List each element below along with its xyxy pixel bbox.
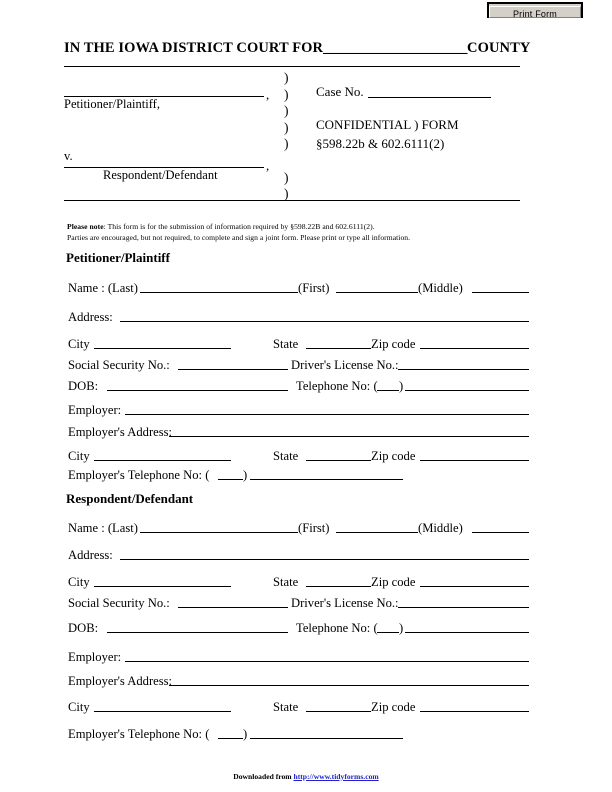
respondent-dl-label: Driver's License No.: [291,596,399,610]
petitioner-state-input[interactable] [306,337,371,349]
respondent-dob-label: DOB: [68,621,99,635]
petitioner-employer-input[interactable] [125,403,529,415]
petitioner-city-label: City [68,337,90,351]
print-form-button[interactable]: Print Form [489,6,581,18]
confidential-form-label: CONFIDENTIAL ) FORM [316,117,459,132]
section-heading-respondent: Respondent/Defendant [66,491,194,506]
petitioner-zip-label: Zip code [371,337,416,351]
caption-paren-column [284,70,298,203]
respondent-employer-state-input[interactable] [306,700,371,712]
respondent-employer-label: Employer: [68,650,122,664]
note-bold-lead: Please note [67,222,104,231]
respondent-zip-label: Zip code [371,575,416,589]
petitioner-employer-phone-close-paren: ) [243,468,248,482]
petitioner-dl-input[interactable] [398,358,529,370]
title-prefix: IN THE IOWA DISTRICT COURT FOR [64,40,324,56]
petitioner-dob-input[interactable] [107,379,288,391]
petitioner-telephone-label: Telephone No: ( [296,379,378,393]
paren-spacer [284,153,298,170]
respondent-city-input[interactable] [94,575,231,587]
petitioner-city-input[interactable] [94,337,231,349]
petitioner-employer-label: Employer: [68,403,122,417]
petitioner-name-last-input[interactable] [140,281,298,293]
title-suffix: COUNTY [467,40,531,56]
respondent-telephone-input[interactable] [405,621,529,633]
case-number-label: Case No. [316,84,364,99]
caption-top-rule [64,66,520,67]
petitioner-ssn-label: Social Security No.: [68,358,170,372]
petitioner-name-last-label: Name : (Last) [68,281,138,295]
print-form-button-bezel [487,2,583,18]
case-number-input-line[interactable] [368,97,491,98]
respondent-zip-input[interactable] [420,575,529,587]
footer-attribution [0,772,612,782]
petitioner-employer-address-input[interactable] [169,425,529,437]
petitioner-zip-input[interactable] [420,337,529,349]
respondent-employer-zip-input[interactable] [420,700,529,712]
respondent-city-label: City [68,575,90,589]
respondent-employer-input[interactable] [125,650,529,662]
respondent-employer-address-label: Employer's Address: [68,674,173,688]
statute-reference-label: §598.22b & 602.6111(2) [316,136,445,151]
respondent-ssn-input[interactable] [178,596,288,608]
respondent-employer-state-label: State [273,700,299,714]
petitioner-employer-state-input[interactable] [306,449,371,461]
respondent-employer-zip-label: Zip code [371,700,416,714]
petitioner-address-label: Address: [68,310,113,324]
respondent-employer-phone-label: Employer's Telephone No: ( [68,727,210,741]
petitioner-telephone-close-paren: ) [399,379,404,393]
respondent-name-middle-input[interactable] [472,521,529,533]
respondent-name-first-label: (First) [298,521,330,535]
petitioner-name-first-input[interactable] [336,281,418,293]
petitioner-employer-phone-label: Employer's Telephone No: ( [68,468,210,482]
respondent-address-input[interactable] [120,548,529,560]
respondent-telephone-label: Telephone No: ( [296,621,378,635]
respondent-telephone-area-input[interactable] [377,621,399,633]
respondent-employer-phone-close-paren: ) [243,727,248,741]
versus-label: v. [64,149,73,163]
respondent-employer-phone-area-input[interactable] [218,727,243,739]
page-title [64,40,531,57]
respondent-dl-input[interactable] [398,596,529,608]
petitioner-employer-city-label: City [68,449,90,463]
petitioner-employer-address-label: Employer's Address: [68,425,173,439]
section-heading-petitioner: Petitioner/Plaintiff [66,250,170,265]
petitioner-employer-city-input[interactable] [94,449,231,461]
respondent-employer-city-label: City [68,700,90,714]
respondent-name-first-input[interactable] [336,521,418,533]
respondent-employer-address-input[interactable] [169,674,529,686]
respondent-name-last-label: Name : (Last) [68,521,138,535]
respondent-employer-city-input[interactable] [94,700,231,712]
note-line-2: Parties are encouraged, but not required, to complete and sign a joint form. Please print or type all information. [67,232,411,242]
respondent-address-label: Address: [68,548,113,562]
paren-mark: ) [284,86,289,102]
paren-mark: ) [284,70,289,85]
respondent-ssn-label: Social Security No.: [68,596,170,610]
petitioner-caption-label: Petitioner/Plaintiff, [64,97,160,111]
respondent-caption-label: Respondent/Defendant [103,168,218,182]
petitioner-comma: , [266,87,270,102]
respondent-name-middle-label: (Middle) [418,521,463,535]
petitioner-ssn-input[interactable] [178,358,288,370]
paren-mark: ) [284,103,289,119]
respondent-name-last-input[interactable] [140,521,298,533]
respondent-dob-input[interactable] [107,621,288,633]
caption-right-column [316,82,526,153]
please-note-block [67,222,529,243]
respondent-telephone-close-paren: ) [399,621,404,635]
footer-source-link[interactable]: http://www.tidyforms.com [293,772,379,781]
petitioner-address-input[interactable] [120,310,529,322]
paren-mark: ) [284,136,289,152]
case-caption-block [64,66,520,202]
petitioner-dl-label: Driver's License No.: [291,358,399,372]
petitioner-employer-state-label: State [273,449,299,463]
petitioner-name-first-label: (First) [298,281,330,295]
petitioner-state-label: State [273,337,299,351]
petitioner-name-middle-label: (Middle) [418,281,463,295]
paren-mark: ) [284,169,289,185]
respondent-comma: , [266,158,270,173]
respondent-employer-phone-input[interactable] [250,727,403,739]
petitioner-telephone-input[interactable] [405,379,529,391]
petitioner-dob-label: DOB: [68,379,99,393]
petitioner-employer-zip-label: Zip code [371,449,416,463]
county-blank[interactable]: _____________________ [323,40,467,56]
petitioner-employer-phone-area-input[interactable] [218,468,243,480]
case-number-row [316,82,526,101]
petitioner-employer-phone-input[interactable] [250,468,403,480]
paren-mark: ) [284,119,289,135]
note-line-1-text: : This form is for the submission of information required by §598.22B and 602.6111(2). [103,222,375,231]
petitioner-telephone-area-input[interactable] [377,379,399,391]
footer-prefix: Downloaded from [233,772,294,781]
respondent-state-label: State [273,575,299,589]
petitioner-employer-zip-input[interactable] [420,449,529,461]
paren-mark: ) [284,186,289,202]
respondent-state-input[interactable] [306,575,371,587]
note-line-1 [67,222,529,233]
petitioner-name-middle-input[interactable] [472,281,529,293]
